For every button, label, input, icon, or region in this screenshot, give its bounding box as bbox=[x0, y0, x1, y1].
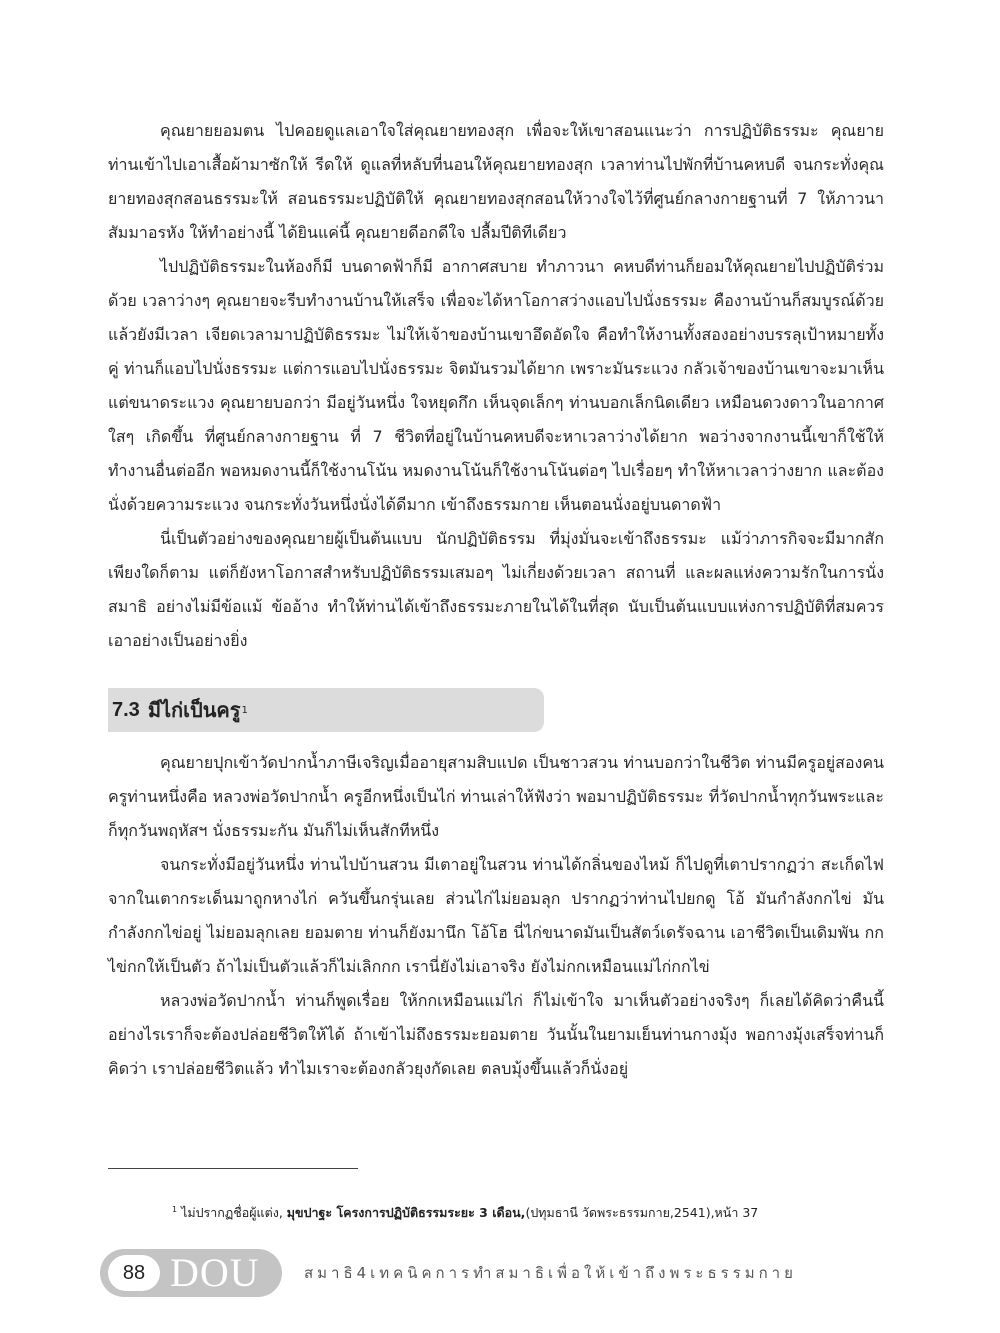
paragraph: นี่เป็นตัวอย่างของคุณยายผู้เป็นต้นแบบ นักปฏิบัติธรรม ที่มุ่งมั่นจะเข้าถึงธรรมะ แม้ว่าภารกิจจะมีมากสักเพียงใดก็ตาม แต่ก็ยังหาโอกาสสำหรับปฏิบัติธรรมเสมอๆ ไม่เกี่ยงด้วยเวลา สถานที่ และผลแห่งความรักในการนั่งสมาธิ อย่างไม่มีข้อแม้ ข้ออ้าง ทำให้ท่านได้เข้าถึงธรรมะภายในได้ในที่สุด นับเป็นต้นแบบแห่งการปฏิบัติที่สมควรเอาอย่างเป็นอย่างยิ่ง bbox=[108, 529, 884, 650]
paragraph: หลวงพ่อวัดปากน้ำ ท่านก็พูดเรื่อย ให้กกเหมือนแม่ไก่ ก็ไม่เข้าใจ มาเห็นตัวอย่างจริงๆ ก็เลยได้คิดว่าคืนนี้ อย่างไรเราก็จะต้องปล่อยชีวิตให้ได้ ถ้าเข้าไม่ถึงธรรมะยอมตาย วันนั้นในยามเย็นท่านกางมุ้ง พอกางมุ้งเสร็จท่านก็คิดว่า เราปล่อยชีวิตแล้ว ทำไมเราจะต้องกลัวยุงกัดเลย ตลบมุ้งขึ้นแล้วก็นั่งอยู่ bbox=[108, 991, 884, 1078]
section-footnote-mark[interactable]: 1 bbox=[241, 704, 248, 716]
section-heading bbox=[108, 688, 544, 732]
page-footer bbox=[100, 1248, 797, 1298]
brand-logo: DOU bbox=[170, 1250, 260, 1295]
paragraph: ไปปฏิบัติธรรมะในห้องก็มี บนดาดฟ้าก็มี อากาศสบาย ทำภาวนา คหบดีท่านก็ยอมให้คุณยายไปปฏิบัติร่วมด้วย เวลาว่างๆ คุณยายจะรีบทำงานบ้านให้เสร็จ เพื่อจะได้หาโอกาสว่างแอบไปนั่งธรรมะ คืองานบ้านก็สมบูรณ์ด้วย แล้วยังมีเวลา เจียดเวลามาปฏิบัติธรรมะ ไม่ให้เจ้าของบ้านเขาอึดอัดใจ คือทำให้งานทั้งสองอย่างบรรลุเป้าหมายทั้งคู่ ท่านก็แอบไปนั่งธรรมะ แต่การแอบไปนั่งธรรมะ จิตมันรวมได้ยาก เพราะมันระแวง กลัวเจ้าของบ้านเขาจะมาเห็น แต่ขนาดระแวง คุณยายบอกว่า มีอยู่วันหนึ่ง ใจหยุดกึก เห็นจุดเล็กๆ ท่านบอกเล็กนิดเดียว เหมือนดวงดาวในอากาศใสๆ เกิดขึ้น ที่ศูนย์กลางกายฐาน ที่ 7 ชีวิตที่อยู่ในบ้านคหบดีจะหาเวลาว่างได้ยาก พอว่างจากงานนี้เขาก็ใช้ให้ทำงานอื่นต่ออีก พอหมดงานนี้ก็ใช้งานโน้น หมดงานโน้นก็ใช้งานโน้นต่อๆ ไปเรื่อยๆ ทำให้หาเวลาว่างยาก และต้องนั่งด้วยความระแวง จนกระทั่งวันหนึ่งนั่งได้ดีมาก เข้าถึงธรรมกาย เห็นตอนนั่งอยู่บนดาดฟ้า bbox=[108, 257, 884, 514]
footnote-divider bbox=[108, 1168, 358, 1169]
footer-badge bbox=[100, 1249, 282, 1297]
paragraph: คุณยายปุกเข้าวัดปากน้ำภาษีเจริญเมื่ออายุสามสิบแปด เป็นชาวสวน ท่านบอกว่าในชีวิต ท่านมีครูอยู่สองคน ครูท่านหนึ่งคือ หลวงพ่อวัดปากน้ำ ครูอีกหนึ่งเป็นไก่ ท่านเล่าให้ฟังว่า พอมาปฏิบัติธรรมะ ที่วัดปากน้ำทุกวันพระและก็ทุกวันพฤหัสฯ นั่งธรรมะกัน มันก็ไม่เห็นสักทีหนึ่ง bbox=[108, 753, 884, 840]
paragraph: คุณยายยอมตน ไปคอยดูแลเอาใจใส่คุณยายทองสุก เพื่อจะให้เขาสอนแนะว่า การปฏิบัติธรรมะ คุณยายท่านเข้าไปเอาเสื้อผ้ามาซักให้ รีดให้ ดูแลที่หลับที่นอนให้คุณยายทองสุก เวลาท่านไปพักที่บ้านคหบดี จนกระทั่งคุณยายทองสุกสอนธรรมะให้ สอนธรรมะปฏิบัติให้ คุณยายทองสุกสอนให้วางใจไว้ที่ศูนย์กลางกายฐานที่ 7 ให้ภาวนา สัมมาอรหัง ให้ทำอย่างนี้ ได้ยินแค่นี้ คุณยายดีอกดีใจ ปลื้มปีติทีเดียว bbox=[108, 121, 884, 242]
book-title: สมาธิ4เทคนิคการทำสมาธิเพื่อให้เข้าถึงพระธรรมกาย bbox=[304, 1264, 797, 1282]
main-content bbox=[108, 114, 884, 1086]
footnote-title: มุขปาฐะ โครงการปฏิบัติธรรมระยะ 3 เดือน, bbox=[286, 1205, 526, 1220]
footnote-mark: 1 bbox=[172, 1204, 178, 1214]
footnote-prefix: ไม่ปรากฏชื่อผู้แต่ง, bbox=[181, 1205, 283, 1220]
footnote bbox=[172, 1203, 758, 1223]
paragraph: จนกระทั่งมีอยู่วันหนึ่ง ท่านไปบ้านสวน มีเตาอยู่ในสวน ท่านได้กลิ่นของไหม้ ก็ไปดูที่เตาปรากฏว่า สะเก็ดไฟจากในเตากระเด็นมาถูกหางไก่ ควันขึ้นกรุ่นเลย ส่วนไก่ไม่ยอมลุก ปรากฏว่าท่านไปยกดู โอ้ มันกำลังกกไข่ มันกำลังกกไข่อยู่ ไม่ยอมลุกเลย ยอมตาย ท่านก็ยังมานึก โอ้โฮ นี่ไก่ขนาดมันเป็นสัตว์เดรัจฉาน เอาชีวิตเป็นเดิมพัน กกไข่กกให้เป็นตัว ถ้าไม่เป็นตัวแล้วก็ไม่เลิกกก เรานี่ยังไม่เอาจริง ยังไม่กกเหมือนแม่ไก่กกไข่ bbox=[108, 855, 884, 976]
section-title: มีไก่เป็นครู bbox=[147, 700, 241, 722]
page-number: 88 bbox=[108, 1255, 160, 1291]
footnote-suffix: (ปทุมธานี วัดพระธรรมกาย,2541),หน้า 37 bbox=[525, 1205, 759, 1220]
section-number: 7.3 bbox=[112, 698, 140, 721]
